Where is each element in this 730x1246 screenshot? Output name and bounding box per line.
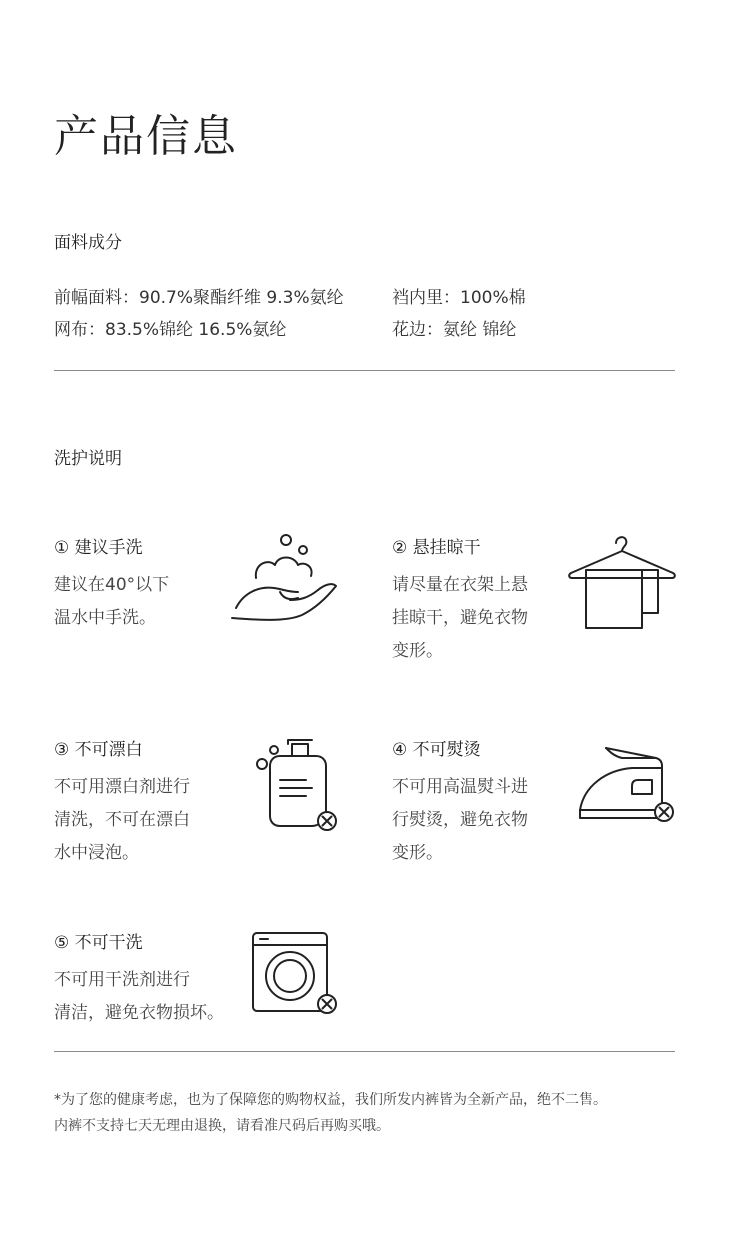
- page-title: 产品信息: [54, 111, 238, 162]
- fabric-crotch-lining: 裆内里：100%棉: [392, 288, 526, 308]
- fabric-front-panel: 前幅面料：90.7%聚酯纤维 9.3%氨纶: [54, 288, 344, 308]
- care-description: 不可用高温熨斗进 行熨烫，避免衣物 变形。: [392, 777, 528, 863]
- footnote-line-1: *为了您的健康考虑，也为了保障您的购物权益，我们所发内裤皆为全新产品，绝不二售。: [54, 1092, 607, 1108]
- hanger-icon: [566, 533, 678, 631]
- care-description: 不可用漂白剂进行 清洗，不可在漂白 水中浸泡。: [54, 777, 190, 863]
- divider: [54, 370, 675, 371]
- care-description: 建议在40°以下 温水中手洗。: [54, 575, 170, 628]
- divider: [54, 1051, 675, 1052]
- no-bleach-icon: [252, 736, 340, 834]
- care-title: ② 悬挂晾干: [392, 538, 481, 558]
- care-title: ③ 不可漂白: [54, 740, 143, 760]
- no-dry-clean-icon: [250, 930, 342, 1020]
- fabric-heading: 面料成分: [54, 233, 122, 253]
- care-heading: 洗护说明: [54, 449, 122, 469]
- hand-wash-icon: [228, 530, 340, 625]
- care-description: 请尽量在衣架上悬 挂晾干，避免衣物 变形。: [392, 575, 528, 661]
- care-title: ① 建议手洗: [54, 538, 143, 558]
- fabric-mesh: 网布：83.5%锦纶 16.5%氨纶: [54, 320, 287, 340]
- care-description: 不可用干洗剂进行 清洁，避免衣物损坏。: [54, 970, 224, 1023]
- no-iron-icon: [572, 742, 678, 826]
- care-title: ⑤ 不可干洗: [54, 933, 143, 953]
- care-title: ④ 不可熨烫: [392, 740, 481, 760]
- footnote-line-2: 内裤不支持七天无理由退换，请看准尺码后再购买哦。: [54, 1118, 390, 1134]
- fabric-lace: 花边：氨纶 锦纶: [392, 320, 517, 340]
